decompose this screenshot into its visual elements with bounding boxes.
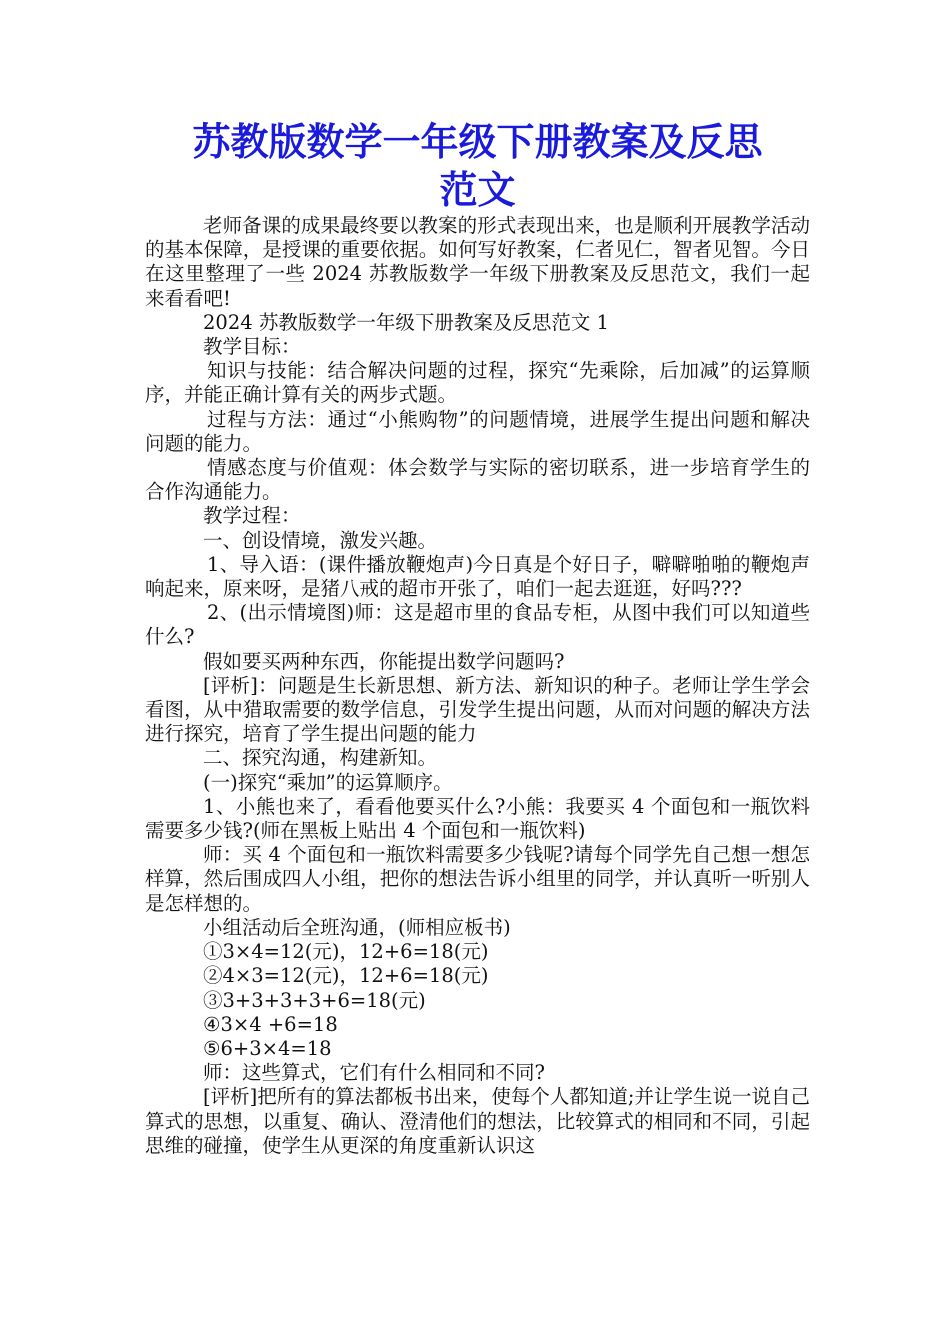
paragraph-group: 小组活动后全班沟通，(师相应板书)	[203, 915, 511, 939]
document-title	[125, 118, 830, 214]
goal-process: 过程与方法：通过“小熊购物”的问题情境，进展学生提出问题和解决问题的能力。	[145, 407, 810, 455]
paragraph-compare: 师：这些算式，它们有什么相同和不同?	[203, 1061, 545, 1085]
title-line-2: 范文	[439, 167, 516, 212]
paragraph-teacher: 师：买 4 个面包和一瓶饮料需要多少钱呢?请每个同学先自己想一想怎样算，然后围成四人小组，把你的想法告诉小组里的同学，并认真听一听别人是怎样想的。	[145, 843, 810, 915]
step-2-heading: 二、探究沟通，构建新知。	[203, 746, 438, 770]
goal-emotion: 情感态度与价值观：体会数学与实际的密切联系，进一步培育学生的合作沟通能力。	[145, 456, 810, 504]
formula-4: ④3×4 +6=18	[203, 1012, 338, 1036]
paragraph-question: 假如要买两种东西，你能提出数学问题吗?	[203, 649, 565, 673]
section-heading: 2024 苏教版数学一年级下册教案及反思范文 1	[203, 310, 609, 334]
paragraph-comment-2: [评析]把所有的算法都板书出来，使每个人都知道;并让学生说一说自己算式的思想，以重复、确认、澄清他们的想法，比较算式的相同和不同，引起思维的碰撞，使学生从更深的角度重新认识这	[145, 1085, 810, 1157]
paragraph-comment-1: [评析]：问题是生长新思想、新方法、新知识的种子。老师让学生学会看图，从中猎取需要的数学信息，引发学生提出问题，从而对问题的解决方法进行探究，培育了学生提出问题的能力	[145, 673, 810, 746]
formula-2: ②4×3=12(元)，12+6=18(元)	[203, 964, 489, 988]
intro-paragraph: 老师备课的成果最终要以教案的形式表现出来，也是顺利开展教学活动的基本保障，是授课的重要依据。如何写好教案，仁者见仁，智者见智。今日在这里整理了一些 2024 苏教版数学一年级下册教案及反思范文，我们一起来看看吧!	[145, 214, 810, 310]
sub-heading: (一)探究“乘加”的运算顺序。	[203, 770, 453, 794]
paragraph-bear: 1、小熊也来了，看看他要买什么?小熊：我要买 4 个面包和一瓶饮料需要多少钱?(师在黑板上贴出 4 个面包和一瓶饮料)	[145, 794, 810, 843]
step-1-heading: 一、创设情境，激发兴趣。	[203, 528, 438, 552]
title-line-1: 苏教版数学一年级下册教案及反思	[192, 119, 763, 164]
formula-1: ①3×4=12(元)，12+6=18(元)	[203, 940, 489, 964]
paragraph-scene: 2、(出示情境图)师：这是超市里的食品专柜，从图中我们可以知道些什么?	[145, 601, 810, 649]
paragraph-intro-talk: 1、导入语：(课件播放鞭炮声)今日真是个好日子，噼噼啪啪的鞭炮声响起来，原来呀，是猪八戒的超市开张了，咱们一起去逛逛，好吗???	[145, 552, 810, 601]
goal-knowledge: 知识与技能：结合解决问题的过程，探究“先乘除，后加减”的运算顺序，并能正确计算有关的两步式题。	[145, 359, 810, 407]
formula-3: ③3+3+3+3+6=18(元)	[203, 988, 426, 1012]
document-page	[145, 118, 810, 1158]
goals-heading: 教学目标：	[203, 335, 301, 359]
formula-5: ⑤6+3×4=18	[203, 1036, 332, 1060]
process-heading: 教学过程：	[203, 504, 301, 528]
